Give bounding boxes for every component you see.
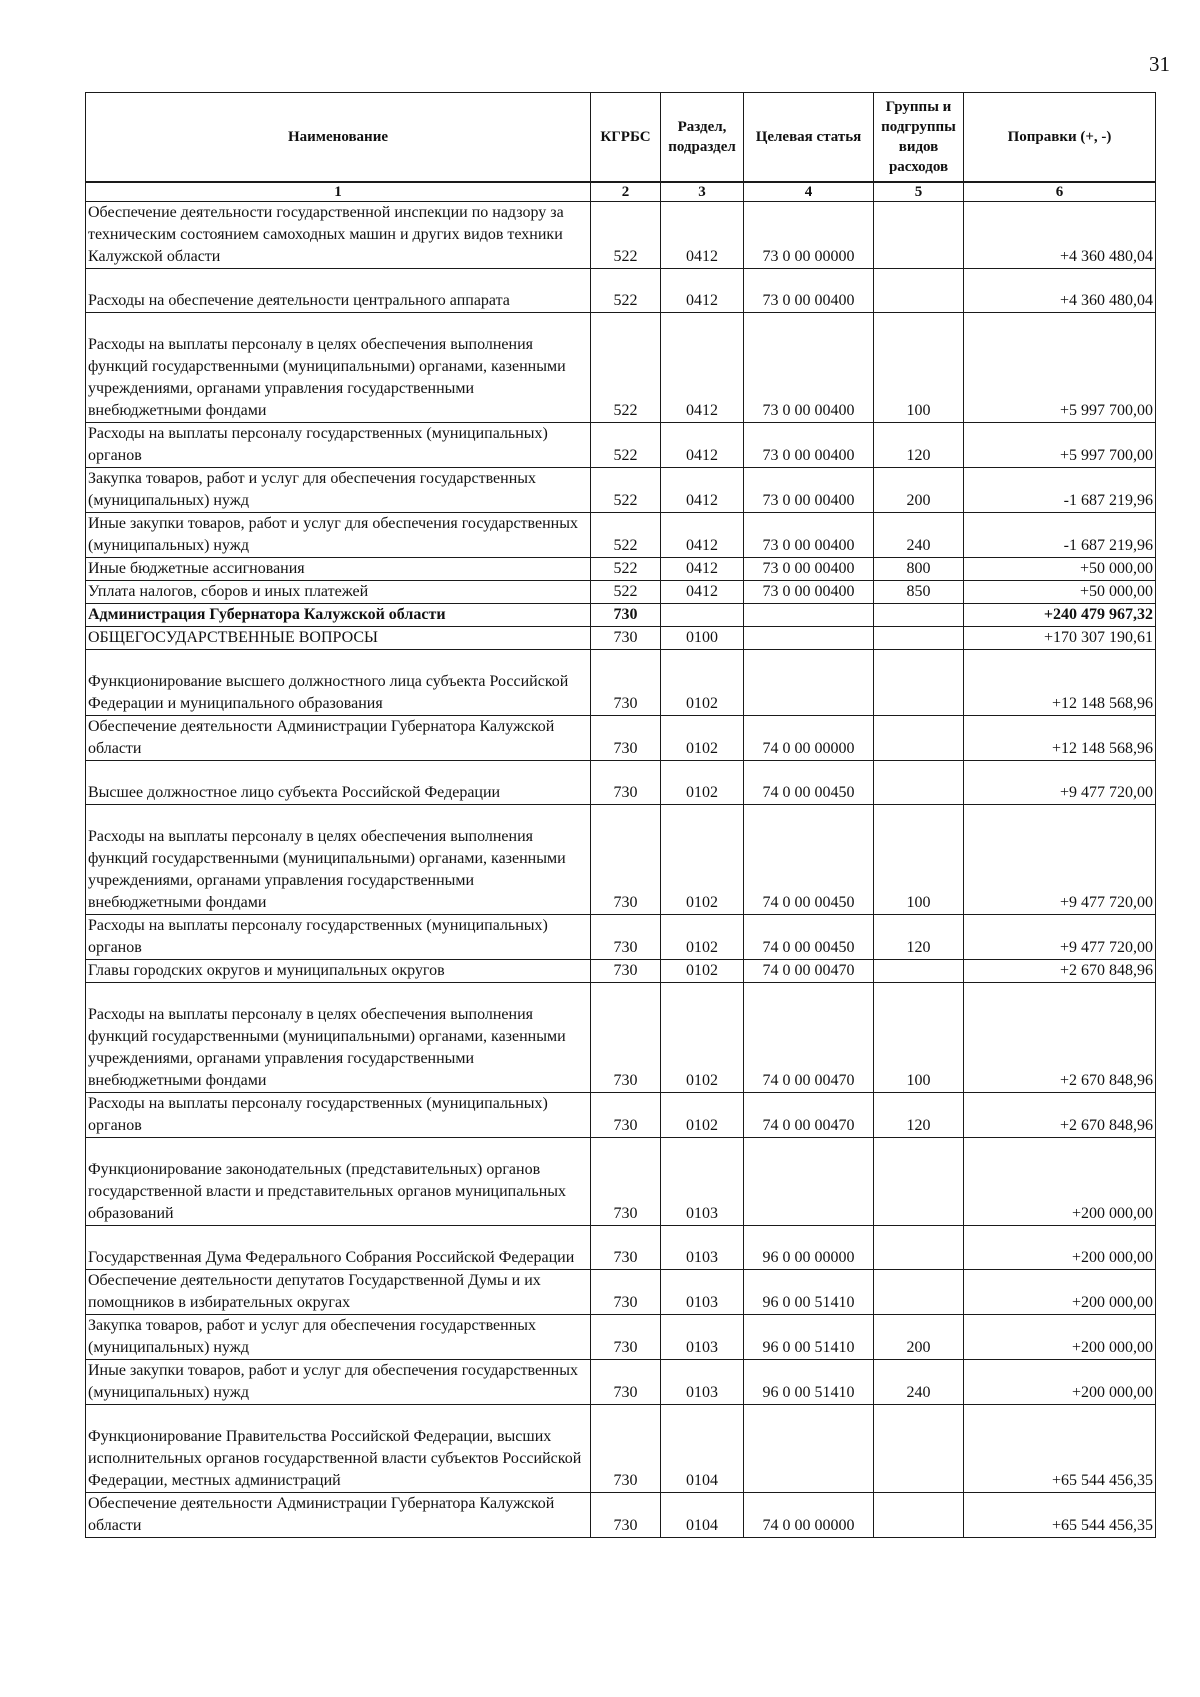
row-expense-group bbox=[874, 716, 964, 761]
row-section: 0102 bbox=[661, 1093, 744, 1138]
table-row bbox=[86, 581, 1156, 604]
column-numbers-row bbox=[86, 182, 1156, 202]
row-target-article: 74 0 00 00450 bbox=[744, 915, 874, 960]
row-target-article: 96 0 00 51410 bbox=[744, 1315, 874, 1360]
row-name: Закупка товаров, работ и услуг для обеспечения государственных (муниципальных) нужд bbox=[86, 468, 591, 513]
row-target-article bbox=[744, 627, 874, 650]
row-target-article: 73 0 00 00400 bbox=[744, 558, 874, 581]
page-number: 31 bbox=[1149, 52, 1170, 76]
row-expense-group bbox=[874, 202, 964, 269]
row-section: 0102 bbox=[661, 716, 744, 761]
row-kgrbs: 522 bbox=[591, 581, 661, 604]
row-amount: +65 544 456,35 bbox=[964, 1405, 1156, 1493]
row-expense-group bbox=[874, 1493, 964, 1538]
row-kgrbs: 730 bbox=[591, 805, 661, 915]
budget-table bbox=[85, 92, 1156, 1538]
column-number: 5 bbox=[874, 182, 964, 202]
row-target-article: 96 0 00 51410 bbox=[744, 1360, 874, 1405]
row-target-article bbox=[744, 650, 874, 716]
row-amount: +50 000,00 bbox=[964, 558, 1156, 581]
table-row bbox=[86, 805, 1156, 915]
header-name: Наименование bbox=[86, 93, 591, 183]
table-row bbox=[86, 716, 1156, 761]
column-number: 3 bbox=[661, 182, 744, 202]
row-name: Расходы на выплаты персоналу в целях обеспечения выполнения функций государственными (муниципальными) органами, казенными учреждениями, органами управления государственными внебюджетными фондами bbox=[86, 313, 591, 423]
table-row bbox=[86, 513, 1156, 558]
row-section: 0103 bbox=[661, 1138, 744, 1226]
row-target-article: 73 0 00 00400 bbox=[744, 269, 874, 313]
row-kgrbs: 730 bbox=[591, 1138, 661, 1226]
row-name: Иные закупки товаров, работ и услуг для обеспечения государственных (муниципальных) нужд bbox=[86, 1360, 591, 1405]
row-expense-group: 100 bbox=[874, 983, 964, 1093]
header-kgrbs: КГРБС bbox=[591, 93, 661, 183]
row-kgrbs: 522 bbox=[591, 513, 661, 558]
row-section: 0103 bbox=[661, 1226, 744, 1270]
row-section: 0102 bbox=[661, 983, 744, 1093]
table-row bbox=[86, 761, 1156, 805]
row-kgrbs: 730 bbox=[591, 1093, 661, 1138]
row-name: Расходы на выплаты персоналу в целях обеспечения выполнения функций государственными (муниципальными) органами, казенными учреждениями, органами управления государственными внебюджетными фондами bbox=[86, 983, 591, 1093]
row-name: Уплата налогов, сборов и иных платежей bbox=[86, 581, 591, 604]
row-name: Администрация Губернатора Калужской области bbox=[86, 604, 591, 627]
row-name: Функционирование законодательных (представительных) органов государственной власти и представительных органов муниципальных образований bbox=[86, 1138, 591, 1226]
row-section: 0100 bbox=[661, 627, 744, 650]
row-amount: +2 670 848,96 bbox=[964, 960, 1156, 983]
row-amount: +50 000,00 bbox=[964, 581, 1156, 604]
row-kgrbs: 522 bbox=[591, 468, 661, 513]
row-expense-group: 120 bbox=[874, 1093, 964, 1138]
row-expense-group bbox=[874, 960, 964, 983]
table-row bbox=[86, 627, 1156, 650]
row-kgrbs: 522 bbox=[591, 269, 661, 313]
row-expense-group bbox=[874, 761, 964, 805]
table-row bbox=[86, 983, 1156, 1093]
row-name: Главы городских округов и муниципальных округов bbox=[86, 960, 591, 983]
row-amount: +5 997 700,00 bbox=[964, 313, 1156, 423]
row-name: Обеспечение деятельности Администрации Губернатора Калужской области bbox=[86, 1493, 591, 1538]
row-kgrbs: 730 bbox=[591, 1360, 661, 1405]
header-section: Раздел, подраздел bbox=[661, 93, 744, 183]
table-row bbox=[86, 650, 1156, 716]
table-row bbox=[86, 915, 1156, 960]
table-row bbox=[86, 313, 1156, 423]
row-target-article: 73 0 00 00400 bbox=[744, 581, 874, 604]
row-expense-group bbox=[874, 269, 964, 313]
row-kgrbs: 730 bbox=[591, 716, 661, 761]
row-name: Обеспечение деятельности государственной инспекции по надзору за техническим состоянием самоходных машин и других видов техники Калужской области bbox=[86, 202, 591, 269]
row-amount: +2 670 848,96 bbox=[964, 983, 1156, 1093]
row-amount: +200 000,00 bbox=[964, 1226, 1156, 1270]
row-target-article: 74 0 00 00470 bbox=[744, 1093, 874, 1138]
row-expense-group: 100 bbox=[874, 805, 964, 915]
table-body bbox=[86, 202, 1156, 1538]
table-row bbox=[86, 1493, 1156, 1538]
row-amount: +200 000,00 bbox=[964, 1270, 1156, 1315]
row-kgrbs: 730 bbox=[591, 1226, 661, 1270]
row-section: 0104 bbox=[661, 1493, 744, 1538]
row-target-article: 73 0 00 00400 bbox=[744, 423, 874, 468]
row-kgrbs: 730 bbox=[591, 761, 661, 805]
table-row bbox=[86, 1093, 1156, 1138]
row-name: Иные бюджетные ассигнования bbox=[86, 558, 591, 581]
row-amount: +65 544 456,35 bbox=[964, 1493, 1156, 1538]
row-target-article: 96 0 00 00000 bbox=[744, 1226, 874, 1270]
row-name: Расходы на выплаты персоналу государственных (муниципальных) органов bbox=[86, 1093, 591, 1138]
column-number: 4 bbox=[744, 182, 874, 202]
row-expense-group: 240 bbox=[874, 513, 964, 558]
row-expense-group: 100 bbox=[874, 313, 964, 423]
header-group: Группы и подгруппы видов расходов bbox=[874, 93, 964, 183]
table-row bbox=[86, 202, 1156, 269]
row-expense-group bbox=[874, 604, 964, 627]
row-kgrbs: 730 bbox=[591, 627, 661, 650]
row-amount: +4 360 480,04 bbox=[964, 269, 1156, 313]
table-row bbox=[86, 604, 1156, 627]
row-section: 0412 bbox=[661, 423, 744, 468]
row-kgrbs: 730 bbox=[591, 650, 661, 716]
row-kgrbs: 730 bbox=[591, 983, 661, 1093]
row-section: 0102 bbox=[661, 805, 744, 915]
row-amount: +2 670 848,96 bbox=[964, 1093, 1156, 1138]
row-amount: +9 477 720,00 bbox=[964, 805, 1156, 915]
row-name: Иные закупки товаров, работ и услуг для обеспечения государственных (муниципальных) нужд bbox=[86, 513, 591, 558]
row-amount: +5 997 700,00 bbox=[964, 423, 1156, 468]
table-row bbox=[86, 468, 1156, 513]
row-target-article: 74 0 00 00450 bbox=[744, 761, 874, 805]
row-kgrbs: 730 bbox=[591, 1405, 661, 1493]
row-kgrbs: 730 bbox=[591, 1493, 661, 1538]
row-name: ОБЩЕГОСУДАРСТВЕННЫЕ ВОПРОСЫ bbox=[86, 627, 591, 650]
row-expense-group bbox=[874, 1138, 964, 1226]
row-section bbox=[661, 604, 744, 627]
row-name: Обеспечение деятельности депутатов Государственной Думы и их помощников в избирательных округах bbox=[86, 1270, 591, 1315]
row-kgrbs: 522 bbox=[591, 313, 661, 423]
row-amount: +170 307 190,61 bbox=[964, 627, 1156, 650]
header-amount: Поправки (+, -) bbox=[964, 93, 1156, 183]
row-expense-group: 120 bbox=[874, 423, 964, 468]
column-number: 6 bbox=[964, 182, 1156, 202]
row-section: 0412 bbox=[661, 558, 744, 581]
row-target-article bbox=[744, 1138, 874, 1226]
row-target-article: 73 0 00 00400 bbox=[744, 468, 874, 513]
row-target-article bbox=[744, 604, 874, 627]
row-expense-group bbox=[874, 627, 964, 650]
row-section: 0102 bbox=[661, 915, 744, 960]
row-section: 0103 bbox=[661, 1315, 744, 1360]
table-row bbox=[86, 960, 1156, 983]
table-header-row bbox=[86, 93, 1156, 183]
table-row bbox=[86, 1360, 1156, 1405]
row-expense-group: 240 bbox=[874, 1360, 964, 1405]
row-name: Обеспечение деятельности Администрации Губернатора Калужской области bbox=[86, 716, 591, 761]
row-section: 0412 bbox=[661, 313, 744, 423]
row-expense-group bbox=[874, 1270, 964, 1315]
column-number: 2 bbox=[591, 182, 661, 202]
row-target-article: 73 0 00 00000 bbox=[744, 202, 874, 269]
table-row bbox=[86, 1270, 1156, 1315]
row-expense-group bbox=[874, 650, 964, 716]
row-amount: +12 148 568,96 bbox=[964, 716, 1156, 761]
row-section: 0102 bbox=[661, 761, 744, 805]
row-name: Функционирование высшего должностного лица субъекта Российской Федерации и муниципального образования bbox=[86, 650, 591, 716]
table-row bbox=[86, 423, 1156, 468]
row-amount: +200 000,00 bbox=[964, 1315, 1156, 1360]
row-target-article: 73 0 00 00400 bbox=[744, 513, 874, 558]
header-target: Целевая статья bbox=[744, 93, 874, 183]
row-amount: +240 479 967,32 bbox=[964, 604, 1156, 627]
row-name: Расходы на выплаты персоналу государственных (муниципальных) органов bbox=[86, 915, 591, 960]
row-kgrbs: 730 bbox=[591, 1315, 661, 1360]
row-section: 0103 bbox=[661, 1360, 744, 1405]
row-amount: +4 360 480,04 bbox=[964, 202, 1156, 269]
table-row bbox=[86, 558, 1156, 581]
row-amount: -1 687 219,96 bbox=[964, 468, 1156, 513]
row-target-article: 74 0 00 00450 bbox=[744, 805, 874, 915]
row-target-article bbox=[744, 1405, 874, 1493]
row-kgrbs: 522 bbox=[591, 423, 661, 468]
row-name: Функционирование Правительства Российской Федерации, высших исполнительных органов государственной власти субъектов Российской Федерации, местных администраций bbox=[86, 1405, 591, 1493]
row-name: Закупка товаров, работ и услуг для обеспечения государственных (муниципальных) нужд bbox=[86, 1315, 591, 1360]
row-amount: -1 687 219,96 bbox=[964, 513, 1156, 558]
table-row bbox=[86, 1226, 1156, 1270]
row-amount: +9 477 720,00 bbox=[964, 915, 1156, 960]
row-kgrbs: 730 bbox=[591, 604, 661, 627]
row-target-article: 74 0 00 00000 bbox=[744, 716, 874, 761]
row-amount: +12 148 568,96 bbox=[964, 650, 1156, 716]
row-amount: +200 000,00 bbox=[964, 1360, 1156, 1405]
table-row bbox=[86, 1315, 1156, 1360]
column-number: 1 bbox=[86, 182, 591, 202]
row-section: 0412 bbox=[661, 202, 744, 269]
row-section: 0102 bbox=[661, 960, 744, 983]
row-kgrbs: 522 bbox=[591, 558, 661, 581]
table-row bbox=[86, 269, 1156, 313]
row-name: Государственная Дума Федерального Собрания Российской Федерации bbox=[86, 1226, 591, 1270]
row-target-article: 74 0 00 00470 bbox=[744, 983, 874, 1093]
row-expense-group: 800 bbox=[874, 558, 964, 581]
row-name: Высшее должностное лицо субъекта Российской Федерации bbox=[86, 761, 591, 805]
row-expense-group: 200 bbox=[874, 468, 964, 513]
row-expense-group bbox=[874, 1226, 964, 1270]
row-section: 0412 bbox=[661, 513, 744, 558]
row-name: Расходы на выплаты персоналу в целях обеспечения выполнения функций государственными (муниципальными) органами, казенными учреждениями, органами управления государственными внебюджетными фондами bbox=[86, 805, 591, 915]
table-row bbox=[86, 1405, 1156, 1493]
row-expense-group: 850 bbox=[874, 581, 964, 604]
row-section: 0412 bbox=[661, 468, 744, 513]
row-kgrbs: 730 bbox=[591, 960, 661, 983]
row-amount: +9 477 720,00 bbox=[964, 761, 1156, 805]
row-expense-group: 200 bbox=[874, 1315, 964, 1360]
row-kgrbs: 730 bbox=[591, 1270, 661, 1315]
row-target-article: 96 0 00 51410 bbox=[744, 1270, 874, 1315]
row-kgrbs: 730 bbox=[591, 915, 661, 960]
row-target-article: 74 0 00 00000 bbox=[744, 1493, 874, 1538]
row-amount: +200 000,00 bbox=[964, 1138, 1156, 1226]
row-name: Расходы на выплаты персоналу государственных (муниципальных) органов bbox=[86, 423, 591, 468]
table-row bbox=[86, 1138, 1156, 1226]
row-target-article: 73 0 00 00400 bbox=[744, 313, 874, 423]
row-expense-group: 120 bbox=[874, 915, 964, 960]
row-expense-group bbox=[874, 1405, 964, 1493]
row-section: 0102 bbox=[661, 650, 744, 716]
row-kgrbs: 522 bbox=[591, 202, 661, 269]
row-section: 0412 bbox=[661, 269, 744, 313]
row-name: Расходы на обеспечение деятельности центрального аппарата bbox=[86, 269, 591, 313]
row-section: 0104 bbox=[661, 1405, 744, 1493]
row-section: 0412 bbox=[661, 581, 744, 604]
row-target-article: 74 0 00 00470 bbox=[744, 960, 874, 983]
row-section: 0103 bbox=[661, 1270, 744, 1315]
